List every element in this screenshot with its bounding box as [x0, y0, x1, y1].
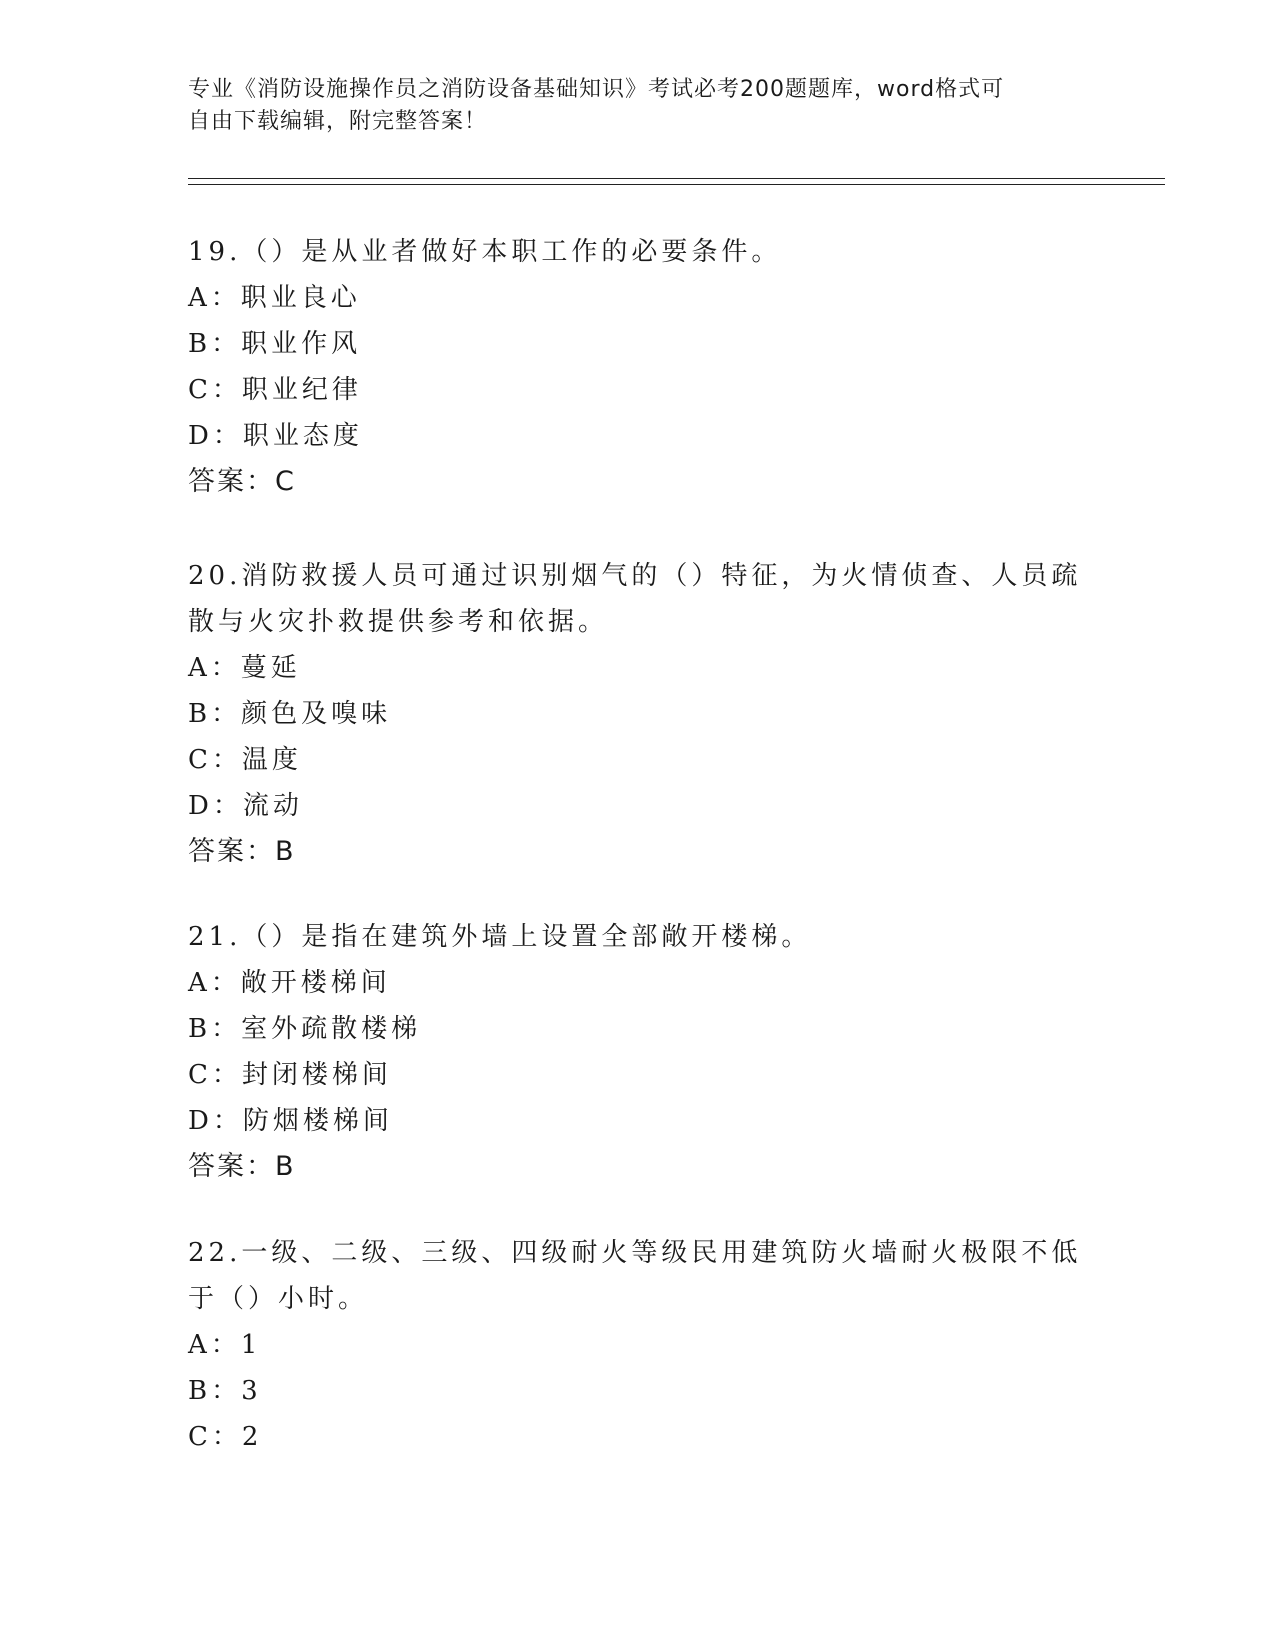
- option-c: C：2: [188, 1422, 263, 1452]
- document-header: [188, 74, 1068, 138]
- option-a: A：敞开楼梯间: [188, 968, 391, 998]
- answer: 答案：B: [188, 1151, 296, 1182]
- option-b: B：颜色及嗅味: [188, 699, 392, 729]
- option-a: A：职业良心: [188, 283, 361, 313]
- option-a: A：蔓延: [188, 653, 301, 683]
- question-stem: 19.（）是从业者做好本职工作的必要条件。: [188, 237, 782, 267]
- option-c: C：温度: [188, 745, 302, 775]
- header-line-2: 自由下载编辑，附完整答案！: [188, 109, 488, 134]
- option-b: B：3: [188, 1376, 262, 1406]
- option-d: D：防烟楼梯间: [188, 1106, 393, 1136]
- question-22: [188, 1230, 1088, 1460]
- question-21: [188, 914, 1088, 1190]
- question-19: [188, 229, 1088, 505]
- header-line-1: 专业《消防设施操作员之消防设备基础知识》考试必考200题题库，word格式可: [188, 77, 1005, 102]
- question-stem: 21.（）是指在建筑外墙上设置全部敞开楼梯。: [188, 922, 812, 952]
- option-c: C：封闭楼梯间: [188, 1060, 392, 1090]
- answer: 答案：C: [188, 466, 296, 497]
- answer: 答案：B: [188, 836, 296, 867]
- question-stem: 20.消防救援人员可通过识别烟气的（）特征，为火情侦查、人员疏散与火灾扑救提供参考和依据。: [188, 561, 1082, 637]
- header-rule-bottom: [188, 184, 1165, 185]
- option-b: B：职业作风: [188, 329, 362, 359]
- option-c: C：职业纪律: [188, 375, 362, 405]
- option-d: D：流动: [188, 791, 303, 821]
- option-a: A：1: [188, 1330, 262, 1360]
- header-rule-top: [188, 178, 1165, 179]
- option-d: D：职业态度: [188, 421, 363, 451]
- question-20: [188, 553, 1088, 875]
- question-stem: 22.一级、二级、三级、四级耐火等级民用建筑防火墙耐火极限不低于（）小时。: [188, 1238, 1082, 1314]
- option-b: B：室外疏散楼梯: [188, 1014, 422, 1044]
